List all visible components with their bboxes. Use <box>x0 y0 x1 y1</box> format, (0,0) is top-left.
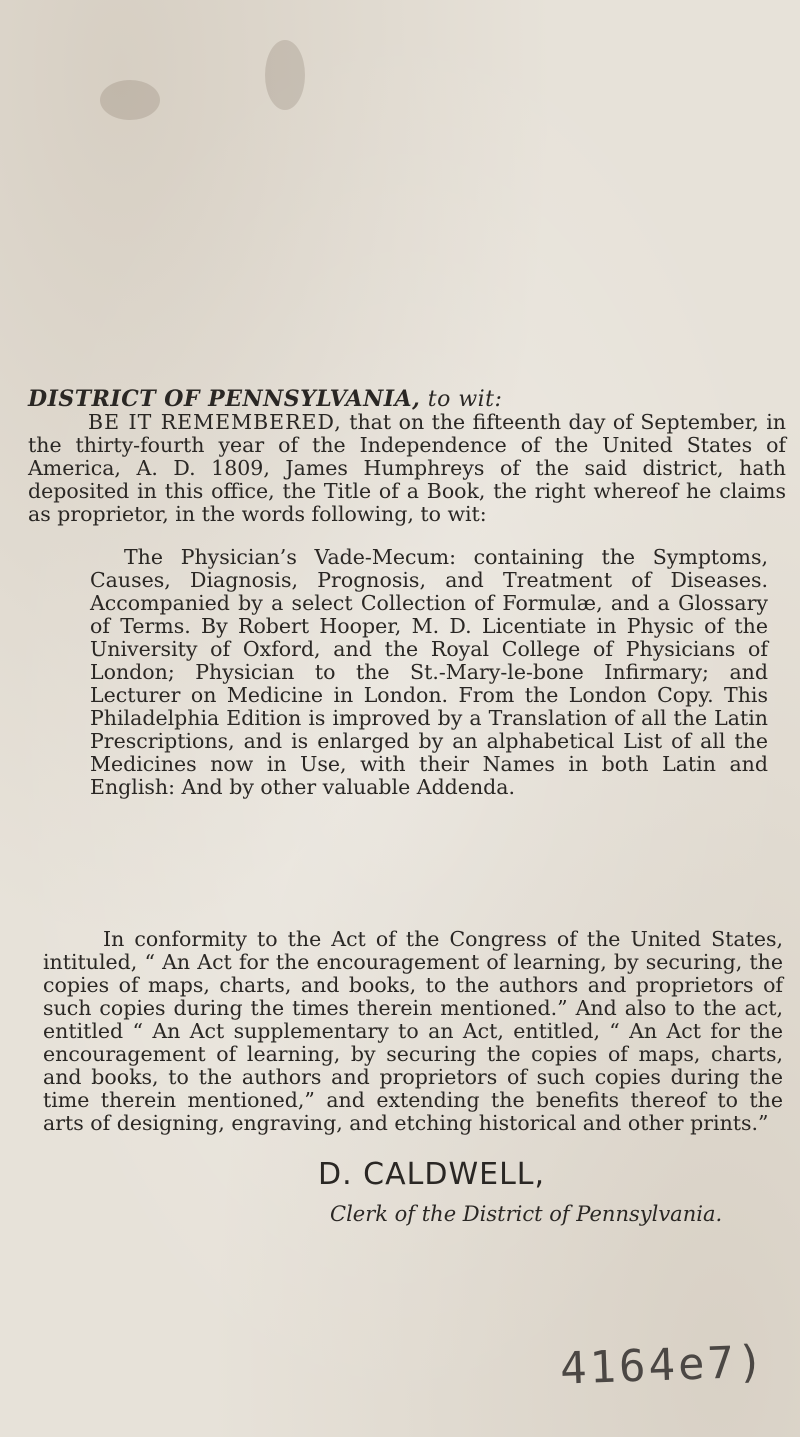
act-conformity-text: In conformity to the Act of the Congress of the United States, intituled, “ An Act for the encouragement of learning, by securing, the copies of maps, charts, and books, to the authors and proprietors of such copies during the times therein mentioned.” And also to the act, entitled “ An Act supplementary to an Act, entitled, “ An Act for the encouragement of learning, by securing the copies of maps, charts, and books, to the authors and proprietors of such copies during the time therein mentioned,” and extending the benefits thereof to the arts of designing, engraving, and etching historical and other prints.” <box>43 927 783 1135</box>
ink-stain <box>100 80 160 120</box>
copyright-declaration <box>28 411 786 526</box>
handwritten-shelf-mark: 4164e7) <box>559 1336 768 1395</box>
clerk-signature: D. CALDWELL, <box>318 1157 546 1192</box>
district-heading <box>28 386 788 412</box>
declaration-lead: BE IT REMEMBERED, <box>88 410 342 434</box>
clerk-title: Clerk of the District of Pennsylvania. <box>330 1202 723 1226</box>
to-wit: to wit: <box>427 387 503 412</box>
ink-stain <box>265 40 305 110</box>
book-title-entry: The Physician’s Vade-Mecum: containing the Symptoms, Causes, Diagnosis, Prognosis, and Treatment of Diseases. Accompanied by a select Collection of Formulæ, and a Glossary of Terms. By Robert Hooper, M. D. Licentiate in Physic of the University of Oxford, and the Royal College of Physicians of London; Physician to the St.-Mary-le-bone Infirmary; and Lecturer on Medicine in London. From the London Copy. This Philadelphia Edition is improved by a Translation of all the Latin Prescriptions, and is enlarged by an alphabetical List of all the Medicines now in Use, with their Names in both Latin and English: And by other valuable Addenda. <box>90 545 768 799</box>
declaration-body: that on the fifteenth day of September, in the thirty-fourth year of the Independence of the United States of America, A. D. 1809, James Humphreys of the said district, hath deposited in this office, the Title of a Book, the right whereof he claims as proprietor, in the words following, to wit: <box>28 410 786 526</box>
district-name: DISTRICT OF PENNSYLVANIA, <box>28 386 421 412</box>
